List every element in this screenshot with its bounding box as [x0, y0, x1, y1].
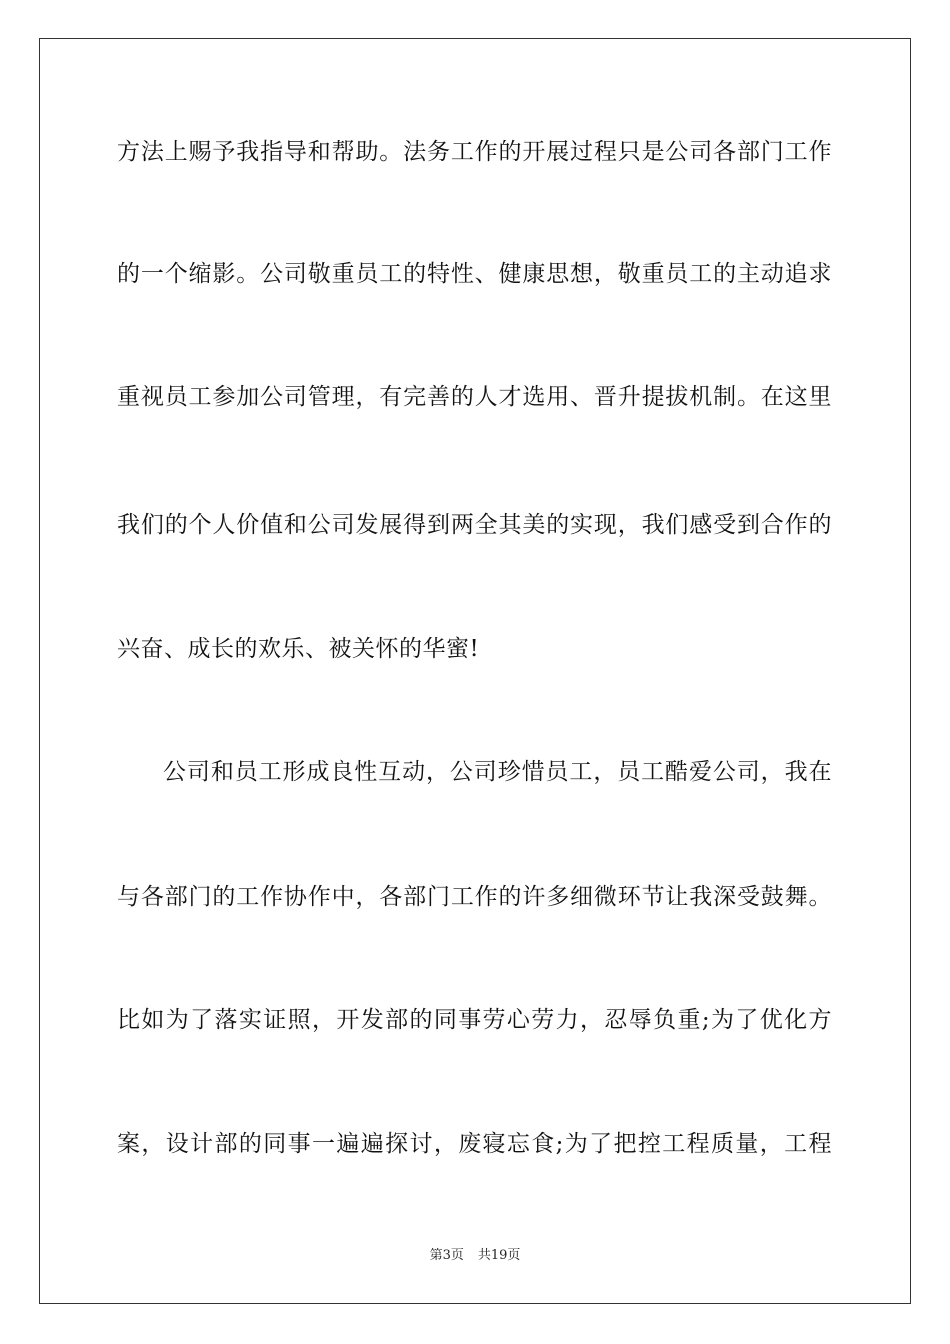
paragraph-line: 比如为了落实证照，开发部的同事劳心劳力，忍辱负重;为了优化方: [117, 1007, 832, 1033]
paragraph-line: 的一个缩影。公司敬重员工的特性、健康思想，敬重员工的主动追求: [117, 261, 832, 287]
page-footer: [0, 1247, 950, 1265]
paragraph-line: 公司和员工形成良性互动，公司珍惜员工，员工酷爱公司，我在: [163, 759, 832, 785]
page-number: 第3页: [429, 1248, 464, 1263]
paragraph-line: 案，设计部的同事一遍遍探讨，废寝忘食;为了把控工程质量，工程: [117, 1131, 832, 1157]
paragraph-line: 与各部门的工作协作中，各部门工作的许多细微环节让我深受鼓舞。: [117, 884, 832, 910]
page-border: [39, 38, 911, 1304]
paragraph-line: 兴奋、成长的欢乐、被关怀的华蜜!: [117, 636, 480, 662]
paragraph-line: 重视员工参加公司管理，有完善的人才选用、晋升提拔机制。在这里: [117, 384, 832, 410]
paragraph-line: 方法上赐予我指导和帮助。法务工作的开展过程只是公司各部门工作: [117, 139, 832, 165]
paragraph-line: 我们的个人价值和公司发展得到两全其美的实现，我们感受到合作的: [117, 512, 832, 538]
page-total: 共19页: [477, 1248, 521, 1263]
